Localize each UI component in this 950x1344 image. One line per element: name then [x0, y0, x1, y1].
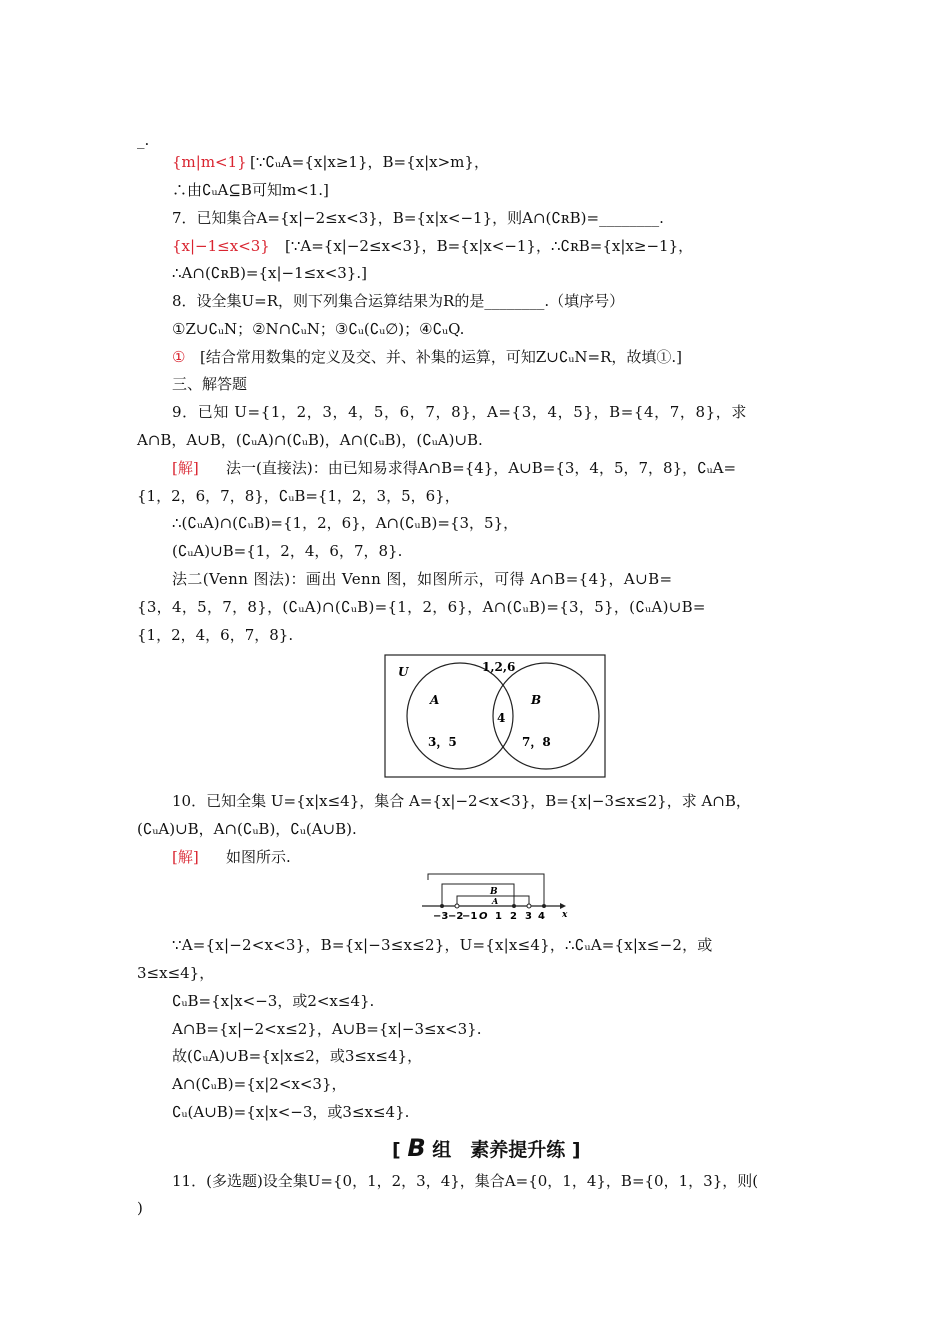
group-banner: [392, 1134, 581, 1162]
text-line: ∴(∁ᵤA)∩(∁ᵤB)={1，2，6}，A∩(∁ᵤB)={3，5}，: [172, 514, 519, 532]
tick-label: 1: [495, 911, 502, 922]
text-line: (∁ᵤA)∪B，A∩(∁ᵤB)，∁ᵤ(A∪B).: [137, 820, 357, 838]
axis-label: x: [562, 910, 568, 920]
tick-label: 3: [525, 911, 532, 922]
tick-label: −1: [462, 911, 478, 922]
venn-outside-elements: 1,2,6: [482, 660, 516, 674]
banner-title: 组 素养提升练: [432, 1139, 566, 1161]
open-point: [455, 904, 459, 908]
question-10: 10．已知全集 U={x|x≤4}，集合 A={x|−2<x<3}，B={x|−3≤x≤2}，求 A∩B，: [172, 792, 751, 810]
answer-text: ①: [172, 348, 186, 366]
answer-text: {x|−1≤x<3}: [172, 237, 270, 255]
text-line: ∵A={x|−2<x<3}，B={x|−3≤x≤2}，U={x|x≤4}，∴∁ᵤA={x|x≤−2，或: [172, 936, 713, 954]
closed-point: [440, 904, 444, 908]
question-9: 9．已知 U={1，2，3，4，5，6，7，8}，A={3，4，5}，B={4，7，8}，求: [172, 403, 747, 421]
venn-u-label: U: [398, 665, 409, 679]
text-line: 法二(Venn 图法)：画出 Venn 图，如图所示，可得 A∩B={4}，A∪B=: [172, 570, 673, 588]
text-line: (∁ᵤA)∪B={1，2，4，6，7，8}.: [172, 542, 403, 560]
text-line: 法一(直接法)：由已知易求得A∩B={4}，A∪B={3，4，5，7，8}，∁ᵤA=: [226, 459, 737, 477]
banner-close-bracket: ]: [571, 1139, 581, 1161]
text-line: ∁ᵤ(A∪B)={x|x<−3，或3≤x≤4}.: [172, 1103, 410, 1121]
venn-intersection: 4: [497, 711, 506, 725]
axis-arrow: [560, 903, 566, 909]
solution-tag: [解]: [172, 459, 199, 477]
text-line: [∵A={x|−2≤x<3}，B={x|x<−1}，∴∁ʀB={x|x≥−1}，: [285, 237, 694, 255]
closed-point: [542, 904, 546, 908]
solution-tag: [解]: [172, 848, 199, 866]
text-line: 故(∁ᵤA)∪B={x|x≤2，或3≤x≤4}，: [172, 1047, 423, 1065]
tick-label: −3: [433, 911, 449, 922]
venn-b-label: B: [531, 693, 542, 707]
venn-b-only: 7，8: [522, 735, 551, 749]
text-line: ): [137, 1199, 143, 1217]
number-line-diagram: [420, 870, 570, 922]
text-line: {1，2，4，6，7，8}.: [137, 626, 294, 644]
text-line: [∵∁ᵤA={x|x≥1}，B={x|x>m}，: [250, 153, 489, 171]
question-11: 11．(多选题)设全集U={0，1，2，3，4}，集合A={0，1，4}，B={0，1，3}，则(: [172, 1172, 759, 1190]
text-line: 3≤x≤4}，: [137, 964, 215, 982]
tick-label: O: [479, 911, 488, 922]
banner-letter: B: [407, 1134, 426, 1162]
b-bracket: [442, 884, 514, 904]
tick-label: −2: [448, 911, 464, 922]
text-line: {3，4，5，7，8}，(∁ᵤA)∩(∁ᵤB)={1，2，6}，A∩(∁ᵤB)={3，5}，(∁ᵤA)∪B=: [137, 598, 706, 616]
section-heading: 三、解答题: [172, 375, 248, 393]
text-line: ∴由∁ᵤA⊆B可知m<1.]: [172, 181, 329, 199]
text-line: ∁ᵤB={x|x<−3，或2<x≤4}.: [172, 992, 375, 1010]
answer-text: {m|m<1}: [172, 153, 247, 171]
text-line: [结合常用数集的定义及交、并、补集的运算，可知Z∪∁ᵤN=R，故填①.]: [200, 348, 682, 366]
venn-a-only: 3，5: [428, 735, 457, 749]
text-line: 如图所示.: [226, 848, 291, 866]
text-line: A∩B，A∪B，(∁ᵤA)∩(∁ᵤB)，A∩(∁ᵤB)，(∁ᵤA)∪B.: [137, 431, 483, 449]
b-bracket-label: B: [490, 887, 498, 897]
text-line: ①Z∪∁ᵤN；②N∩∁ᵤN；③∁ᵤ(∁ᵤ∅)；④∁ᵤQ.: [172, 320, 465, 338]
u-bracket: [428, 874, 544, 904]
banner-open-bracket: [: [392, 1139, 401, 1161]
a-bracket-label: A: [492, 896, 499, 906]
open-point: [527, 904, 531, 908]
closed-point: [512, 904, 516, 908]
text-line: {1，2，6，7，8}，∁ᵤB={1，2，3，5，6}，: [137, 487, 460, 505]
text-line: A∩B={x|−2<x≤2}，A∪B={x|−3≤x<3}.: [172, 1020, 482, 1038]
venn-a-label: A: [430, 693, 440, 707]
text-line: A∩(∁ᵤB)={x|2<x<3}，: [172, 1075, 347, 1093]
question-8: 8．设全集U=R，则下列集合运算结果为R的是________.（填序号）: [172, 292, 625, 310]
tick-label: 4: [538, 911, 545, 922]
venn-diagram: [384, 654, 606, 778]
tick-label: 2: [510, 911, 517, 922]
text-line: ∴A∩(∁ʀB)={x|−1≤x<3}.]: [172, 264, 367, 282]
set-b-circle: [493, 663, 599, 769]
question-7: 7．已知集合A={x|−2≤x<3}，B={x|x<−1}，则A∩(∁ʀB)=________.: [172, 209, 664, 227]
text-line: _.: [137, 131, 150, 149]
